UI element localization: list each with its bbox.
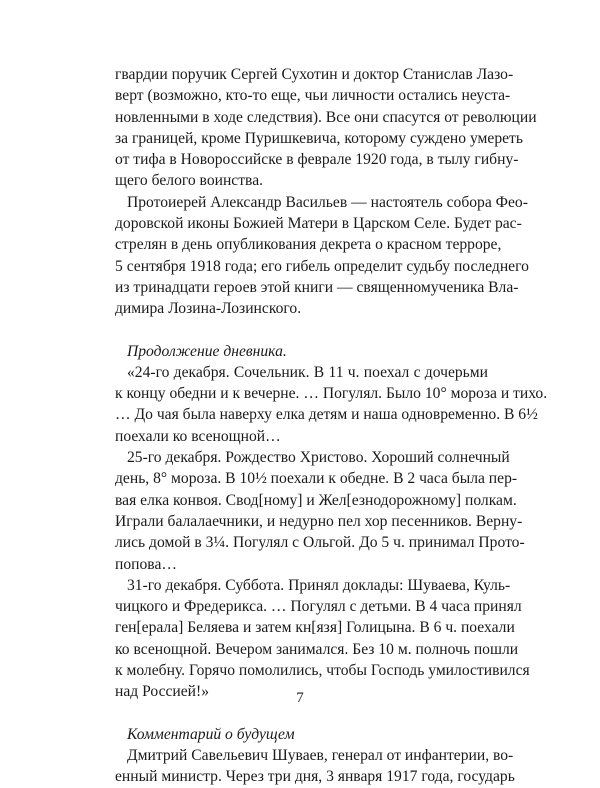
text-line: димира Лозина-Лозинского. [115,300,302,318]
text-line: стрелян в день опубликования декрета о красном терроре, [115,236,502,254]
text-line: чицкого и Фредерикса. … Погулял с детьми. В 4 часа принял [115,598,522,616]
text-line: Дмитрий Савельевич Шуваев, генерал от инфантерии, во- [127,746,514,764]
paragraph-shuvaev [115,745,515,788]
text-line: гвардии поручик Сергей Сухотин и доктор Станислав Лазо- [115,66,514,83]
text-line: щего белого воинства. [115,172,264,190]
text-line: вая елка конвоя. Свод[ному] и Жел[езнодорожному] полкам. [115,491,517,509]
text-line: 31-го декабря. Суббота. Принял доклады: Шуваева, Куль- [127,576,511,594]
text-line: от тифа в Новороссийске в феврале 1920 года, в тылу гибну- [115,151,519,169]
text-line: из тринадцати героев этой книги — священномученика Вла- [115,278,519,296]
text-line: 25-го декабря. Рождество Христово. Хороший солнечный [127,449,510,467]
text-line: верт (возможно, кто-то еще, чьи личности остались неуста- [115,87,511,105]
paragraph-conspirators [115,64,537,192]
text-line: над Россией!» [115,683,210,701]
text-line: за границей, кроме Пуришкевича, которому суждено умереть [115,129,523,147]
commentary-heading: Комментарий о будущем [127,725,295,743]
text-line: день, 8° мороза. В 10½ поехали к обедне. В 2 часа была пер- [115,470,518,488]
page-number: 7 [296,690,304,706]
text-line: … До чая была наверху елка детям и наша одновременно. В 6½ [115,406,538,424]
text-line: лись домой в 3¼. Погулял с Ольгой. До 5 ч. принимал Прото- [115,534,525,552]
diary-entry-dec-31 [115,575,530,703]
text-line: к концу обедни и к вечерне. … Погулял. Было 10° мороза и тихо. [115,385,548,403]
text-line: новленными в ходе следствия). Все они спасутся от революции [115,108,537,126]
text-line: поехали ко всенощной… [115,427,281,445]
text-line: 5 сентября 1918 года; его гибель определит судьбу последнего [115,257,529,275]
diary-entry-dec-24 [115,362,548,447]
text-line: ген[ерала] Беляева и затем кн[язя] Голицына. В 6 ч. поехали [115,619,515,637]
text-line: Играли балалаечники, и недурно пел хор песенников. Верну- [115,512,523,530]
text-line: енный министр. Через три дня, 3 января 1917 года, государь [115,768,515,786]
diary-entry-dec-25 [115,447,525,575]
text-line: Протоиерей Александр Васильев — настоятель собора Фео- [127,193,528,211]
diary-heading: Продолжение дневника. [127,342,287,360]
page-text [115,64,548,788]
text-line: доровской иконы Божией Матери в Царском Селе. Будет рас- [115,215,522,233]
text-line: попова… [115,555,177,573]
paragraph-vasiliev [115,192,529,320]
text-line: «24-го декабря. Сочельник. В 11 ч. поехал с дочерьми [127,363,488,381]
section-spacer [115,320,488,341]
text-line: к молебну. Горячо помолились, чтобы Господь умилостивился [115,662,530,680]
text-line: ко всенощной. Вечером занимался. Без 10 м. полночь пошли [115,640,519,658]
